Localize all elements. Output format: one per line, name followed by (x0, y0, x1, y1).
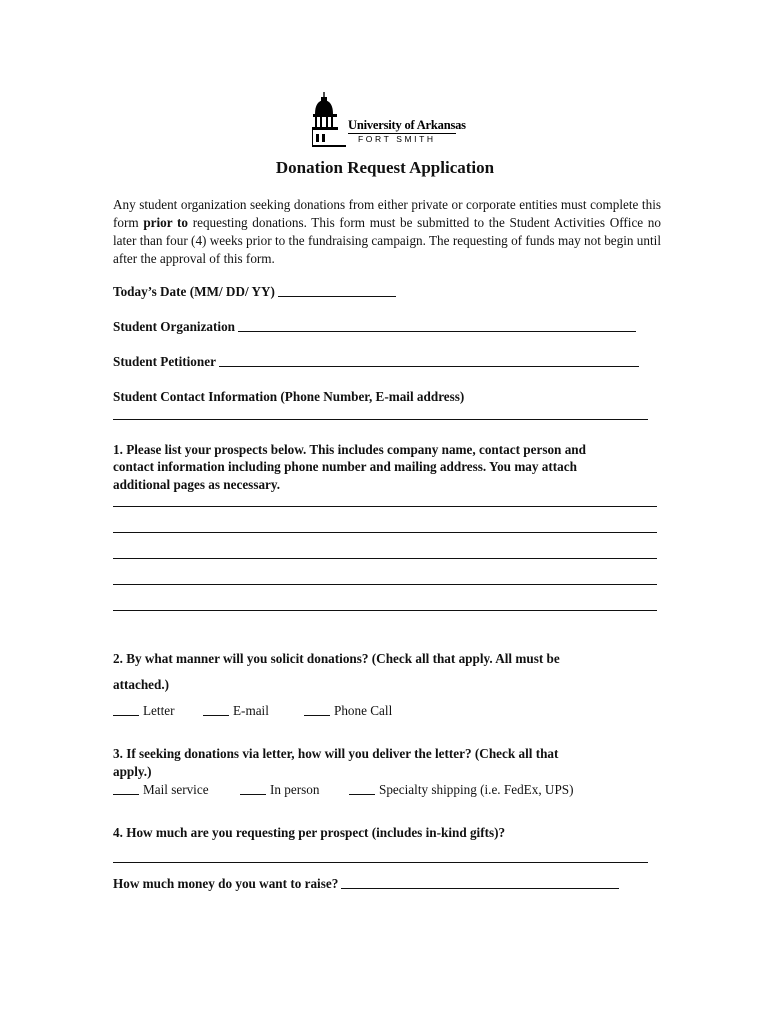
checkbox-blank[interactable] (304, 715, 330, 716)
logo-campus-name: FORT SMITH (358, 134, 436, 144)
prospect-blank-line[interactable] (113, 558, 657, 559)
student-contact-blank[interactable] (113, 419, 648, 420)
student-organization-field[interactable] (113, 319, 636, 335)
student-contact-label: Student Contact Information (Phone Number, E-mail address) (113, 389, 465, 404)
q4-line1: 4. How much are you requesting per prospect (includes in-kind gifts)? (113, 825, 506, 840)
todays-date-blank[interactable] (278, 296, 396, 297)
intro-text-start: Any student organization seeking donations from either private or corporate entities must complete this form (113, 197, 661, 230)
q2-option-phone-call[interactable] (304, 703, 392, 719)
option-label: Letter (143, 703, 175, 718)
q3-option-in-person[interactable] (240, 782, 319, 798)
prospect-blank-line[interactable] (113, 610, 657, 611)
student-organization-blank[interactable] (238, 331, 636, 332)
q3-line2: apply.) (113, 764, 152, 779)
q2-line2: attached.) (113, 677, 170, 692)
intro-bold-text: prior to (143, 215, 189, 230)
raise-amount-blank[interactable] (341, 888, 619, 889)
student-petitioner-label: Student Petitioner (113, 354, 216, 369)
checkbox-blank[interactable] (203, 715, 229, 716)
option-label: E-mail (233, 703, 269, 718)
student-petitioner-blank[interactable] (219, 366, 639, 367)
university-logo (312, 92, 466, 148)
raise-amount-field[interactable] (113, 876, 619, 892)
prospect-blank-line[interactable] (113, 584, 657, 585)
q1-line2: contact information including phone number and mailing address. You may attach (113, 459, 577, 474)
q2-line1: 2. By what manner will you solicit donations? (Check all that apply. All must be (113, 651, 560, 666)
intro-text-end: requesting donations. This form must be submitted to the Student Activities Office no later than four (4) weeks prior to the fundraising campaign. The requesting of funds may not begin until after the approval of this form. (113, 215, 661, 266)
checkbox-blank[interactable] (113, 715, 139, 716)
q4-amount-blank[interactable] (113, 862, 648, 863)
q1-line1: 1. Please list your prospects below. This includes company name, contact person and (113, 442, 586, 457)
intro-paragraph (113, 196, 661, 268)
prospect-blank-line[interactable] (113, 506, 657, 507)
checkbox-blank[interactable] (349, 794, 375, 795)
prospect-blank-line[interactable] (113, 532, 657, 533)
q2-option-letter[interactable] (113, 703, 174, 719)
option-label: Specialty shipping (i.e. FedEx, UPS) (379, 782, 574, 797)
checkbox-blank[interactable] (113, 794, 139, 795)
q3-option-specialty-shipping[interactable] (349, 782, 574, 798)
student-organization-label: Student Organization (113, 319, 235, 334)
page-title: Donation Request Application (275, 158, 495, 177)
student-petitioner-field[interactable] (113, 354, 639, 370)
q3-line1: 3. If seeking donations via letter, how will you deliver the letter? (Check all that (113, 746, 559, 761)
todays-date-label: Today’s Date (MM/ DD/ YY) (113, 284, 275, 299)
logo-university-name: University of Arkansas (348, 118, 466, 132)
capitol-dome-icon (312, 92, 352, 148)
option-label: In person (270, 782, 320, 797)
q1-line3: additional pages as necessary. (113, 477, 281, 492)
todays-date-field[interactable] (113, 284, 396, 300)
raise-amount-label: How much money do you want to raise? (113, 876, 339, 891)
checkbox-blank[interactable] (240, 794, 266, 795)
q3-option-mail-service[interactable] (113, 782, 209, 798)
option-label: Mail service (143, 782, 209, 797)
q2-option-email[interactable] (203, 703, 269, 719)
option-label: Phone Call (334, 703, 393, 718)
